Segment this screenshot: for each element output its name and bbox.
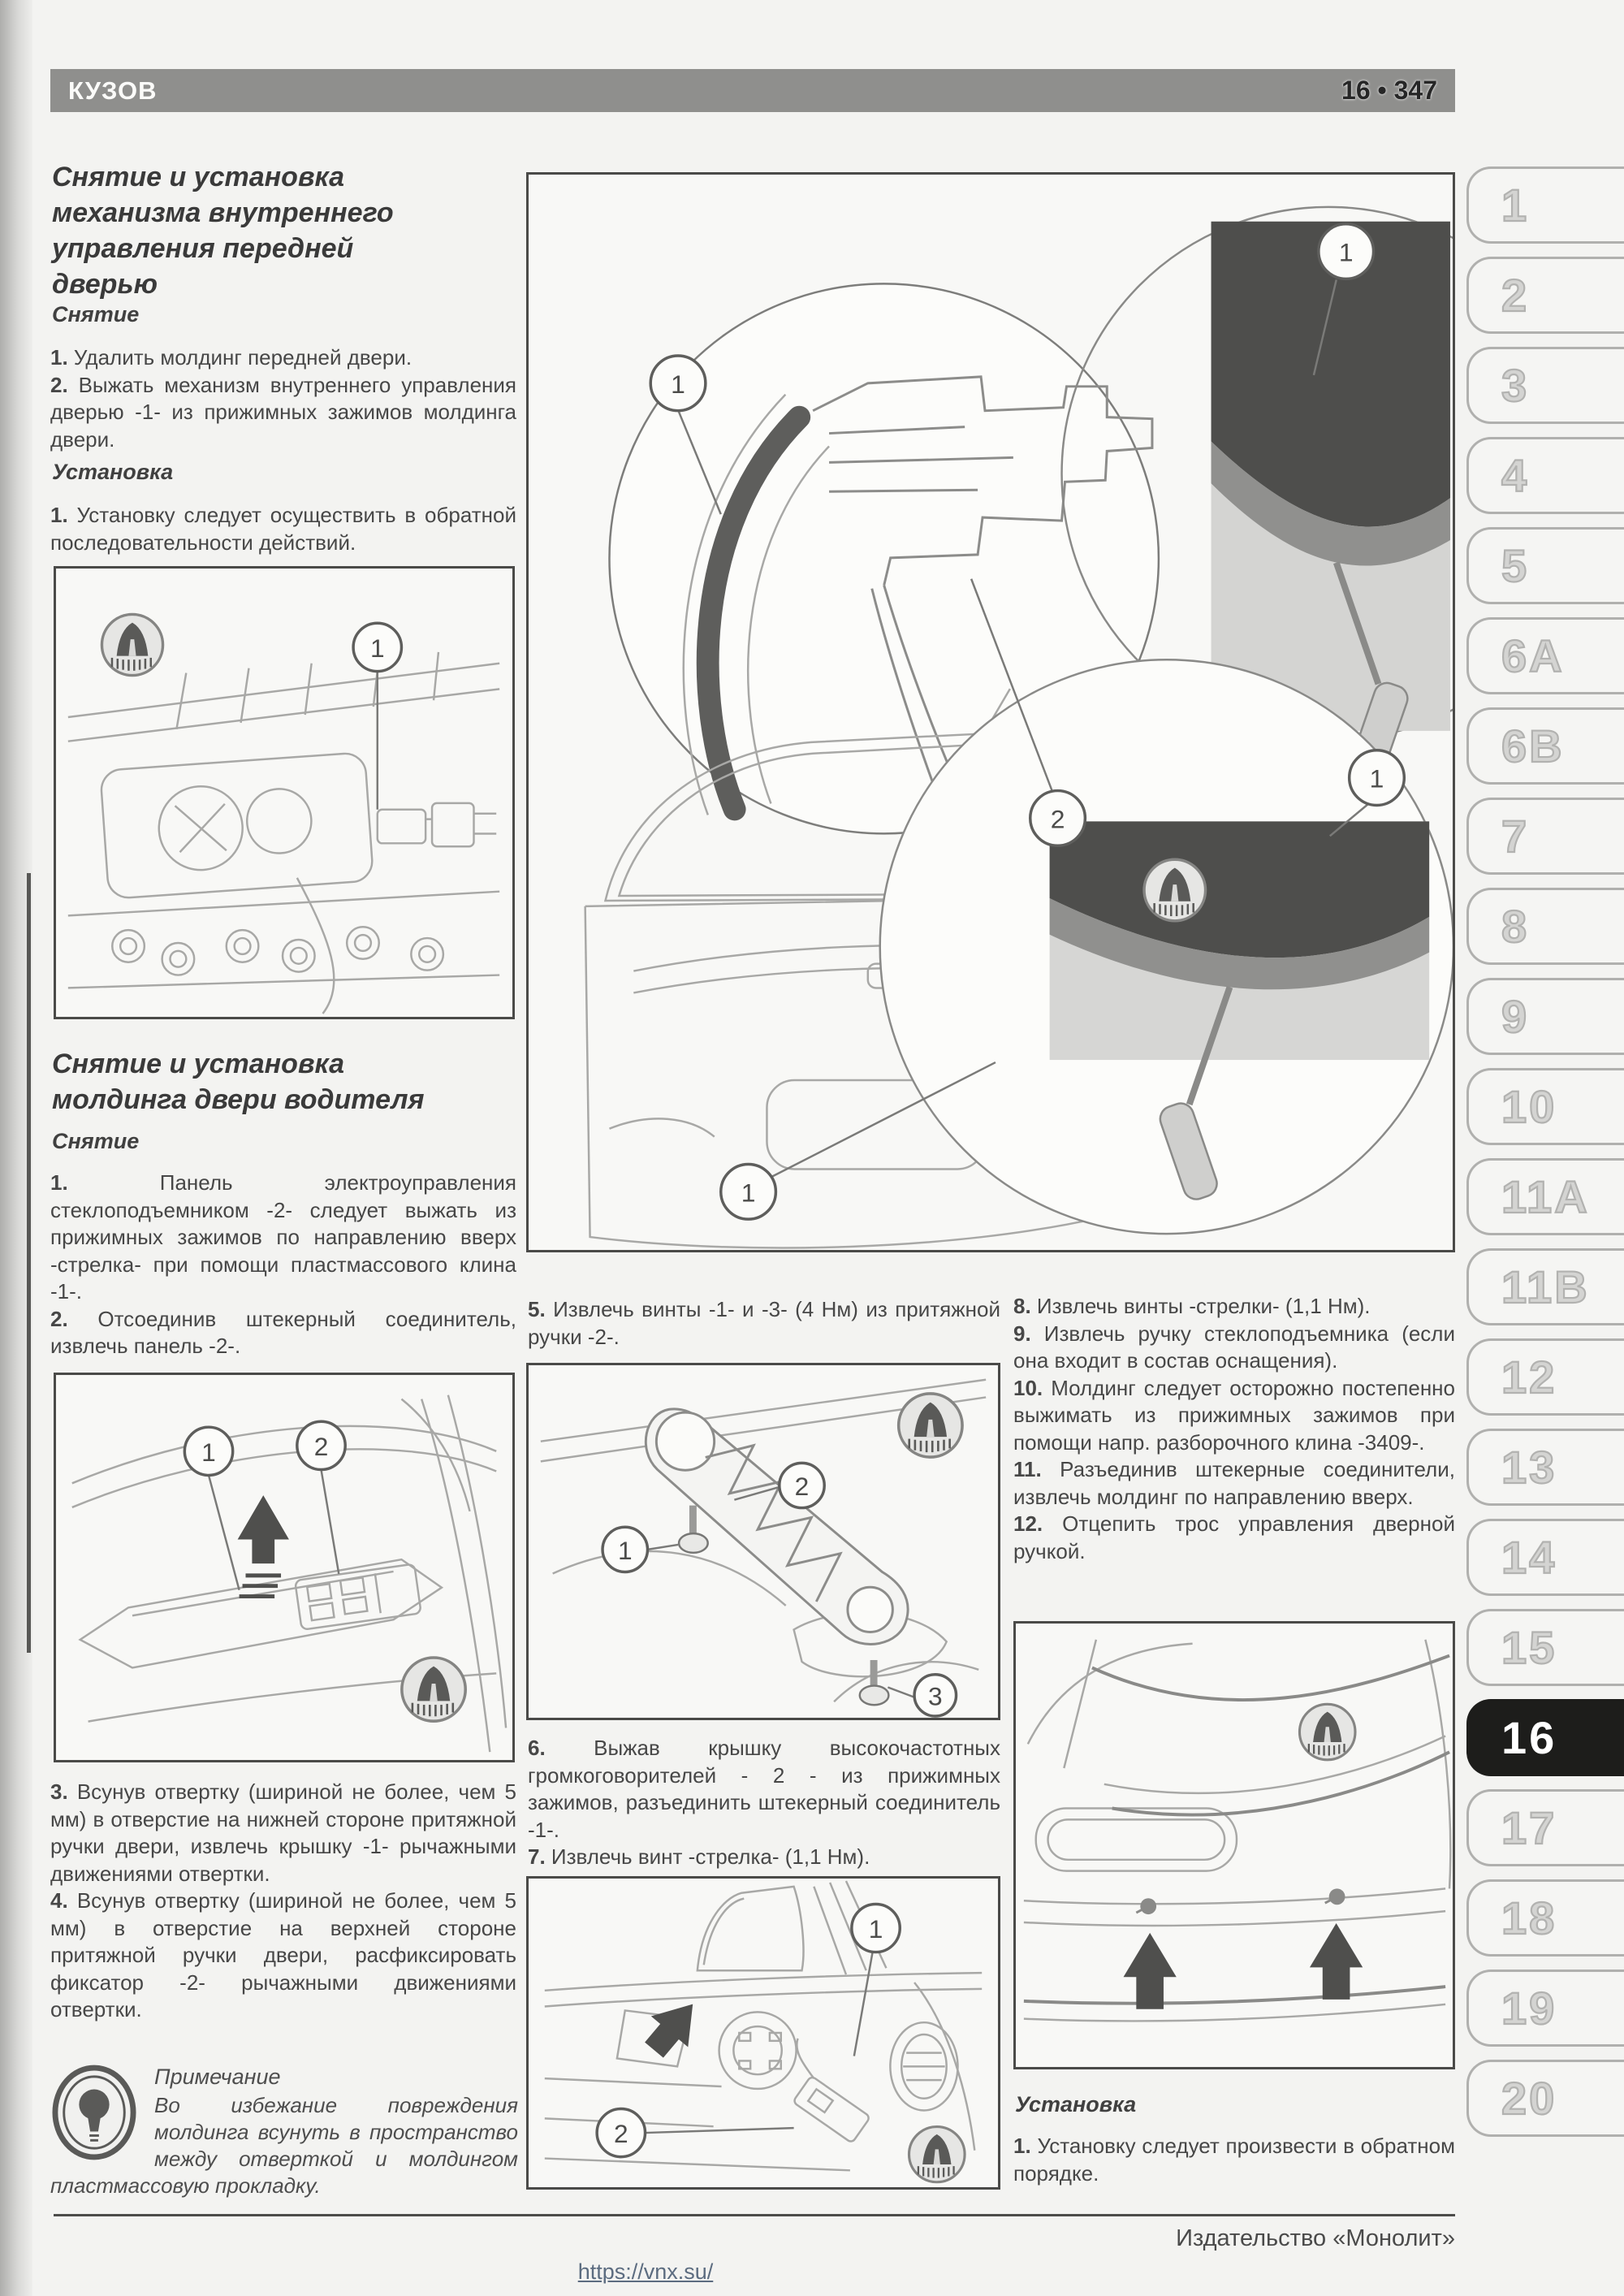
figure-door-lower-panel bbox=[1013, 1621, 1455, 2069]
figure-handle-bracket bbox=[526, 1363, 1000, 1720]
step: 3. Всунув отвертку (шириной не более, чем 5 мм) в отверстие на нижней стороне притяжной ручки двери, извлечь крышку -1- рычажными движениями отвертки. bbox=[50, 1779, 516, 1886]
step: 2. Отсоединив штекерный соединитель, извлечь панель -2-. bbox=[50, 1306, 516, 1358]
note-title: Примечание bbox=[154, 2065, 281, 2089]
step: 6. Выжав крышку высокочастотных громкоговорителей - 2 - из прижимных зажимов, разъединить штекерный соединитель -1-. bbox=[528, 1736, 1000, 1842]
door-lower-panel-illustration bbox=[1016, 1624, 1453, 2067]
site-link[interactable]: https://vnx.su/ bbox=[577, 2259, 714, 2284]
steps-removal-2 bbox=[50, 1170, 516, 1360]
callout-1-top-right bbox=[1319, 224, 1374, 279]
lightbulb-icon bbox=[52, 2065, 136, 2160]
sidebar-tab-6A: 6A bbox=[1466, 617, 1624, 694]
callout-1 bbox=[184, 1427, 232, 1475]
sidebar-tab-17: 17 bbox=[1466, 1789, 1624, 1866]
sidebar-tab-20: 20 bbox=[1466, 2060, 1624, 2137]
step: 10. Молдинг следует осторожно постепенно выжимать из прижимных зажимов при помощи напр. разборочного клина -3409-. bbox=[1013, 1375, 1455, 1455]
callout-2 bbox=[1030, 791, 1086, 846]
step: 1. Удалить молдинг передней двери. bbox=[50, 345, 412, 370]
svg-text:1: 1 bbox=[868, 1914, 883, 1944]
sidebar-tab-9: 9 bbox=[1466, 978, 1624, 1055]
svg-text:1: 1 bbox=[1369, 763, 1384, 793]
callout-1-bottom-right bbox=[1350, 750, 1405, 806]
svg-text:1: 1 bbox=[617, 1535, 633, 1565]
section-title-driver-door-molding: Снятие и установка молдинга двери водителя bbox=[52, 1049, 425, 1115]
callout-1 bbox=[852, 1905, 900, 1952]
sidebar-tab-10: 10 bbox=[1466, 1068, 1624, 1145]
figure-mirror-speaker bbox=[526, 1876, 1000, 2190]
step: 7. Извлечь винт -стрелка- (1,1 Нм). bbox=[528, 1844, 870, 1869]
svg-text:1: 1 bbox=[1338, 237, 1354, 267]
svg-text:1: 1 bbox=[369, 633, 385, 663]
steps-install-1 bbox=[50, 502, 516, 556]
publisher-credit: Издательство «Монолит» bbox=[1176, 2225, 1455, 2251]
subheading-install-right: Установка bbox=[1015, 2092, 1137, 2117]
step: 2. Выжать механизм внутреннего управления дверью -1- из прижимных зажимов молдинга двери. bbox=[50, 372, 516, 452]
callout-1-door bbox=[721, 1164, 776, 1219]
chapter-tab-strip bbox=[1466, 166, 1624, 2150]
footer-rule bbox=[54, 2214, 1455, 2216]
mirror-speaker-illustration bbox=[529, 1879, 998, 2187]
callout-3 bbox=[914, 1675, 956, 1716]
sidebar-tab-15: 15 bbox=[1466, 1609, 1624, 1686]
sidebar-tab-16-active: 16 bbox=[1466, 1699, 1624, 1776]
sidebar-tab-3: 3 bbox=[1466, 347, 1624, 424]
svg-text:2: 2 bbox=[614, 2119, 628, 2148]
sidebar-tab-11A: 11A bbox=[1466, 1158, 1624, 1235]
step: 1. Установку следует осуществить в обратной последовательности действий. bbox=[50, 503, 516, 555]
callout-1 bbox=[603, 1527, 647, 1572]
sidebar-tab-14: 14 bbox=[1466, 1519, 1624, 1596]
sidebar-tab-6B: 6B bbox=[1466, 707, 1624, 785]
molding-removal-illustration bbox=[529, 175, 1453, 1250]
callout-1 bbox=[650, 356, 706, 411]
svg-text:2: 2 bbox=[1050, 804, 1065, 834]
callout-2 bbox=[597, 2109, 645, 2157]
step: 1. Установку следует произвести в обратном порядке. bbox=[1013, 2134, 1455, 2186]
sidebar-tab-18: 18 bbox=[1466, 1879, 1624, 1957]
steps-middle-a bbox=[528, 1296, 1000, 1351]
step: 1. Панель электроуправления стеклоподъемником -2- следует выжать из прижимных зажимов по направлению вверх -стрелка- при помощи пластмассового клина -1-. bbox=[50, 1170, 516, 1304]
svg-text:1: 1 bbox=[741, 1178, 756, 1208]
scan-edge-line bbox=[27, 873, 31, 1653]
switch-panel-illustration bbox=[56, 1375, 512, 1760]
figure-door-mechanism bbox=[54, 566, 515, 1019]
steps-right bbox=[1013, 1293, 1455, 1565]
header-band bbox=[50, 69, 1455, 112]
steps-middle-b bbox=[528, 1735, 1000, 1871]
sidebar-tab-19: 19 bbox=[1466, 1970, 1624, 2047]
sidebar-tab-4: 4 bbox=[1466, 437, 1624, 514]
svg-text:1: 1 bbox=[671, 369, 685, 399]
note-block bbox=[50, 2061, 518, 2199]
chapter-title: КУЗОВ bbox=[68, 76, 158, 105]
callout-2 bbox=[297, 1421, 345, 1469]
figure-main-molding-removal bbox=[526, 172, 1455, 1252]
step: 9. Извлечь ручку стеклоподъемника (если она входит в состав оснащения). bbox=[1013, 1321, 1456, 1373]
svg-text:2: 2 bbox=[313, 1431, 329, 1461]
step: 12. Отцепить трос управления дверной ручкой. bbox=[1013, 1511, 1455, 1563]
svg-text:1: 1 bbox=[201, 1437, 216, 1467]
subheading-removal-2: Снятие bbox=[52, 1129, 140, 1153]
steps-install-right bbox=[1013, 2133, 1455, 2187]
step: 8. Извлечь винты -стрелки- (1,1 Нм). bbox=[1013, 1294, 1371, 1318]
sidebar-tab-8: 8 bbox=[1466, 888, 1624, 965]
page-number: 16 • 347 bbox=[1341, 76, 1437, 105]
sidebar-tab-7: 7 bbox=[1466, 798, 1624, 875]
step: 11. Разъединив штекерные соединители, извлечь молдинг по направлению вверх. bbox=[1013, 1457, 1455, 1509]
step: 5. Извлечь винты -1- и -3- (4 Нм) из притяжной ручки -2-. bbox=[528, 1297, 1000, 1349]
sidebar-tab-5: 5 bbox=[1466, 527, 1624, 604]
sidebar-tab-1: 1 bbox=[1466, 166, 1624, 244]
step: 4. Всунув отвертку (шириной не более, чем 5 мм) в отверстие на верхней стороне притяжной ручки двери, расфиксировать фиксатор -2- рычажными движениями отвертки. bbox=[50, 1888, 516, 2021]
section-title-door-control: Снятие и установка механизма внутреннего управления передней дверью bbox=[52, 162, 394, 300]
subheading-install-1: Установка bbox=[52, 460, 174, 484]
callout-1 bbox=[353, 623, 401, 671]
svg-text:3: 3 bbox=[927, 1681, 943, 1711]
figure-switch-panel bbox=[54, 1373, 515, 1762]
steps-removal-2b bbox=[50, 1779, 516, 2024]
sidebar-tab-11B: 11B bbox=[1466, 1248, 1624, 1325]
sidebar-tab-13: 13 bbox=[1466, 1429, 1624, 1506]
note-text: Во избежание повреждения молдинга всунуть в пространство между отверткой и молдингом пластмассовую прокладку. bbox=[50, 2093, 518, 2198]
svg-text:2: 2 bbox=[794, 1471, 810, 1501]
sidebar-tab-2: 2 bbox=[1466, 257, 1624, 334]
subheading-removal-1: Снятие bbox=[52, 302, 140, 326]
handle-bracket-illustration bbox=[529, 1365, 998, 1718]
door-mechanism-illustration bbox=[56, 569, 512, 1017]
callout-2 bbox=[780, 1463, 824, 1507]
steps-removal-1 bbox=[50, 344, 516, 453]
sidebar-tab-12: 12 bbox=[1466, 1338, 1624, 1416]
